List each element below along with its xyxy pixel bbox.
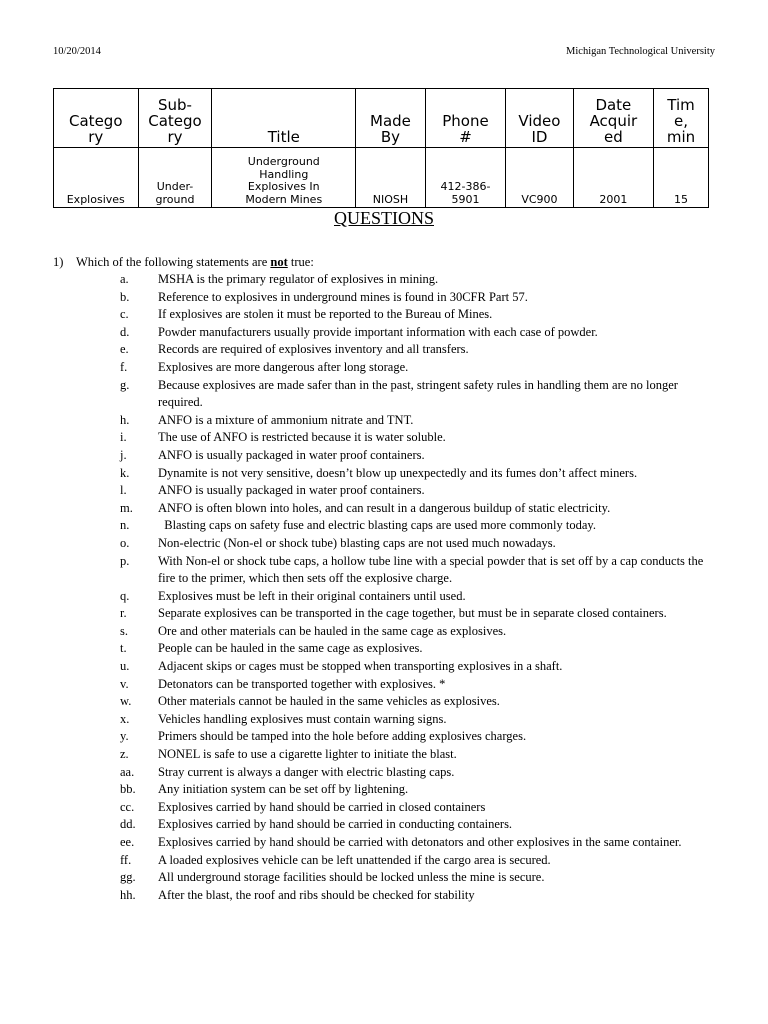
item-letter: g. xyxy=(120,377,130,392)
item-letter: c. xyxy=(120,307,129,322)
item-letter: x. xyxy=(120,711,130,726)
item-letter: j. xyxy=(120,447,127,462)
item-text: A loaded explosives vehicle can be left unattended if the cargo area is secured. xyxy=(158,852,551,867)
table-cell: 2001 xyxy=(573,148,653,208)
item-letter: w. xyxy=(120,694,132,709)
item-letter: p. xyxy=(120,553,130,568)
list-item xyxy=(0,289,718,307)
column-header: Made By xyxy=(356,89,426,148)
table-cell: VC900 xyxy=(506,148,574,208)
question-1-prompt xyxy=(53,254,314,272)
item-text: Records are required of explosives inventory and all transfers. xyxy=(158,342,469,357)
section-title: QUESTIONS xyxy=(333,208,434,228)
list-item xyxy=(0,535,718,553)
item-text: ANFO is usually packaged in water proof containers. xyxy=(158,447,425,462)
item-text: Explosives carried by hand should be carried with detonators and other explosives in the same container. xyxy=(158,835,682,849)
list-item xyxy=(0,781,718,799)
column-header: Date Acquir ed xyxy=(573,89,653,148)
item-letter: l. xyxy=(120,483,127,498)
list-item xyxy=(0,588,718,606)
list-item xyxy=(0,359,718,377)
item-letter: aa. xyxy=(120,764,135,779)
item-text: Separate explosives can be transported in the cage together, but must be in separate closed containers. xyxy=(158,606,667,621)
item-letter: gg. xyxy=(120,870,136,885)
item-letter: q. xyxy=(120,588,130,603)
column-header: Tim e, min xyxy=(654,89,709,148)
item-letter: d. xyxy=(120,324,130,339)
item-text: Because explosives are made safer than in the past, stringent safety rules in handling them are no longer required. xyxy=(158,377,682,410)
item-letter: r. xyxy=(120,606,127,621)
item-text: Explosives carried by hand should be carried in conducting containers. xyxy=(158,817,513,832)
header-institution: Michigan Technological University xyxy=(566,46,715,57)
item-text: Non-electric (Non-el or shock tube) blasting caps are not used much nowadays. xyxy=(158,535,556,550)
list-item xyxy=(0,482,718,500)
item-letter: y. xyxy=(120,729,129,744)
list-item xyxy=(0,887,718,905)
list-item xyxy=(0,640,718,658)
list-item xyxy=(0,852,718,870)
item-text: Stray current is always a danger with electric blasting caps. xyxy=(158,764,455,779)
list-item xyxy=(0,746,718,764)
item-text: Explosives carried by hand should be carried in closed containers xyxy=(158,799,486,814)
list-item xyxy=(0,676,718,694)
item-letter: e. xyxy=(120,342,129,357)
item-text: Vehicles handling explosives must contain warning signs. xyxy=(158,711,447,726)
column-header: Title xyxy=(212,89,356,148)
item-text: People can be hauled in the same cage as explosives. xyxy=(158,641,423,656)
item-letter: n. xyxy=(120,518,130,533)
item-letter: i. xyxy=(120,430,127,445)
item-text: Dynamite is not very sensitive, doesn’t blow up unexpectedly and its fumes don’t affect miners. xyxy=(158,465,638,480)
list-item xyxy=(0,693,718,711)
item-letter: k. xyxy=(120,465,130,480)
item-letter: o. xyxy=(120,535,130,550)
item-text: The use of ANFO is restricted because it is water soluble. xyxy=(158,430,446,445)
item-letter: ff. xyxy=(120,852,132,867)
question-number: 1) xyxy=(53,255,64,269)
list-item xyxy=(0,517,718,535)
column-header: Video ID xyxy=(506,89,574,148)
item-text: Powder manufacturers usually provide important information with each case of powder. xyxy=(158,324,598,339)
table-header-row xyxy=(54,89,709,148)
list-item xyxy=(0,553,718,588)
question-text-emphasis: not xyxy=(270,255,288,269)
item-text: After the blast, the roof and ribs should be checked for stability xyxy=(158,887,475,902)
table-cell: Underground Handling Explosives In Modern Mines xyxy=(212,148,356,208)
list-item xyxy=(0,377,718,412)
item-letter: a. xyxy=(120,272,129,286)
table-cell: 412-386- 5901 xyxy=(425,148,505,208)
item-letter: bb. xyxy=(120,782,136,797)
list-item xyxy=(0,764,718,782)
column-header: Phone # xyxy=(425,89,505,148)
item-letter: ee. xyxy=(120,835,135,849)
item-text: ANFO is usually packaged in water proof containers. xyxy=(158,483,425,498)
item-letter: dd. xyxy=(120,817,136,832)
item-text: Explosives must be left in their original containers until used. xyxy=(158,588,466,603)
list-item xyxy=(0,816,718,834)
list-item xyxy=(0,623,718,641)
list-item xyxy=(0,834,718,852)
item-text: Ore and other materials can be hauled in the same cage as explosives. xyxy=(158,623,507,638)
question-1-items xyxy=(0,271,718,904)
item-letter: f. xyxy=(120,359,128,374)
list-item xyxy=(0,341,718,359)
item-text: Other materials cannot be hauled in the same vehicles as explosives. xyxy=(158,694,500,709)
question-text-after: true: xyxy=(287,255,314,269)
item-letter: h. xyxy=(120,412,130,427)
question-text-before: Which of the following statements are xyxy=(76,255,271,269)
list-item xyxy=(0,447,718,465)
item-text: ANFO is often blown into holes, and can result in a dangerous buildup of static electricity. xyxy=(158,500,611,515)
header-date: 10/20/2014 xyxy=(53,46,101,57)
item-text: All underground storage facilities should be locked unless the mine is secure. xyxy=(158,870,545,885)
list-item xyxy=(0,306,718,324)
item-letter: u. xyxy=(120,659,130,674)
list-item xyxy=(0,728,718,746)
item-letter: s. xyxy=(120,623,128,638)
column-header: Sub- Catego ry xyxy=(138,89,212,148)
table-cell: NIOSH xyxy=(356,148,426,208)
item-text: Reference to explosives in underground mines is found in 30CFR Part 57. xyxy=(158,289,528,304)
item-text: With Non-el or shock tube caps, a hollow tube line with a special powder that is set off by a cap conducts the fire to the primer, which then sets off the explosive charge. xyxy=(158,553,707,586)
item-text: MSHA is the primary regulator of explosives in mining. xyxy=(158,272,439,286)
list-item xyxy=(0,711,718,729)
item-letter: hh. xyxy=(120,887,136,902)
item-letter: cc. xyxy=(120,799,135,814)
item-text: Any initiation system can be set off by lightening. xyxy=(158,782,409,797)
list-item xyxy=(0,658,718,676)
item-text: Adjacent skips or cages must be stopped when transporting explosives in a shaft. xyxy=(158,659,563,674)
list-item xyxy=(0,324,718,342)
item-text: NONEL is safe to use a cigarette lighter to initiate the blast. xyxy=(158,747,457,762)
list-item xyxy=(0,465,718,483)
list-item xyxy=(0,799,718,817)
table-cell: Explosives xyxy=(54,148,139,208)
list-item xyxy=(0,869,718,887)
table-row xyxy=(54,148,709,208)
item-letter: m. xyxy=(120,500,133,515)
item-text: Detonators can be transported together with explosives. * xyxy=(158,676,446,691)
item-text: If explosives are stolen it must be reported to the Bureau of Mines. xyxy=(158,307,493,322)
item-letter: t. xyxy=(120,641,127,656)
list-item xyxy=(0,429,718,447)
column-header: Catego ry xyxy=(54,89,139,148)
list-item xyxy=(0,605,718,623)
item-letter: z. xyxy=(120,747,129,762)
item-text: Explosives are more dangerous after long storage. xyxy=(158,359,409,374)
table-cell: Under- ground xyxy=(138,148,212,208)
list-item xyxy=(0,412,718,430)
item-letter: b. xyxy=(120,289,130,304)
item-letter: v. xyxy=(120,676,129,691)
video-info-table xyxy=(53,88,709,208)
item-text: Blasting caps on safety fuse and electric blasting caps are used more commonly today. xyxy=(158,518,596,533)
item-text: ANFO is a mixture of ammonium nitrate and TNT. xyxy=(158,412,414,427)
item-text: Primers should be tamped into the hole before adding explosives charges. xyxy=(158,729,527,744)
list-item xyxy=(0,500,718,518)
table-cell: 15 xyxy=(654,148,709,208)
list-item xyxy=(0,271,718,289)
